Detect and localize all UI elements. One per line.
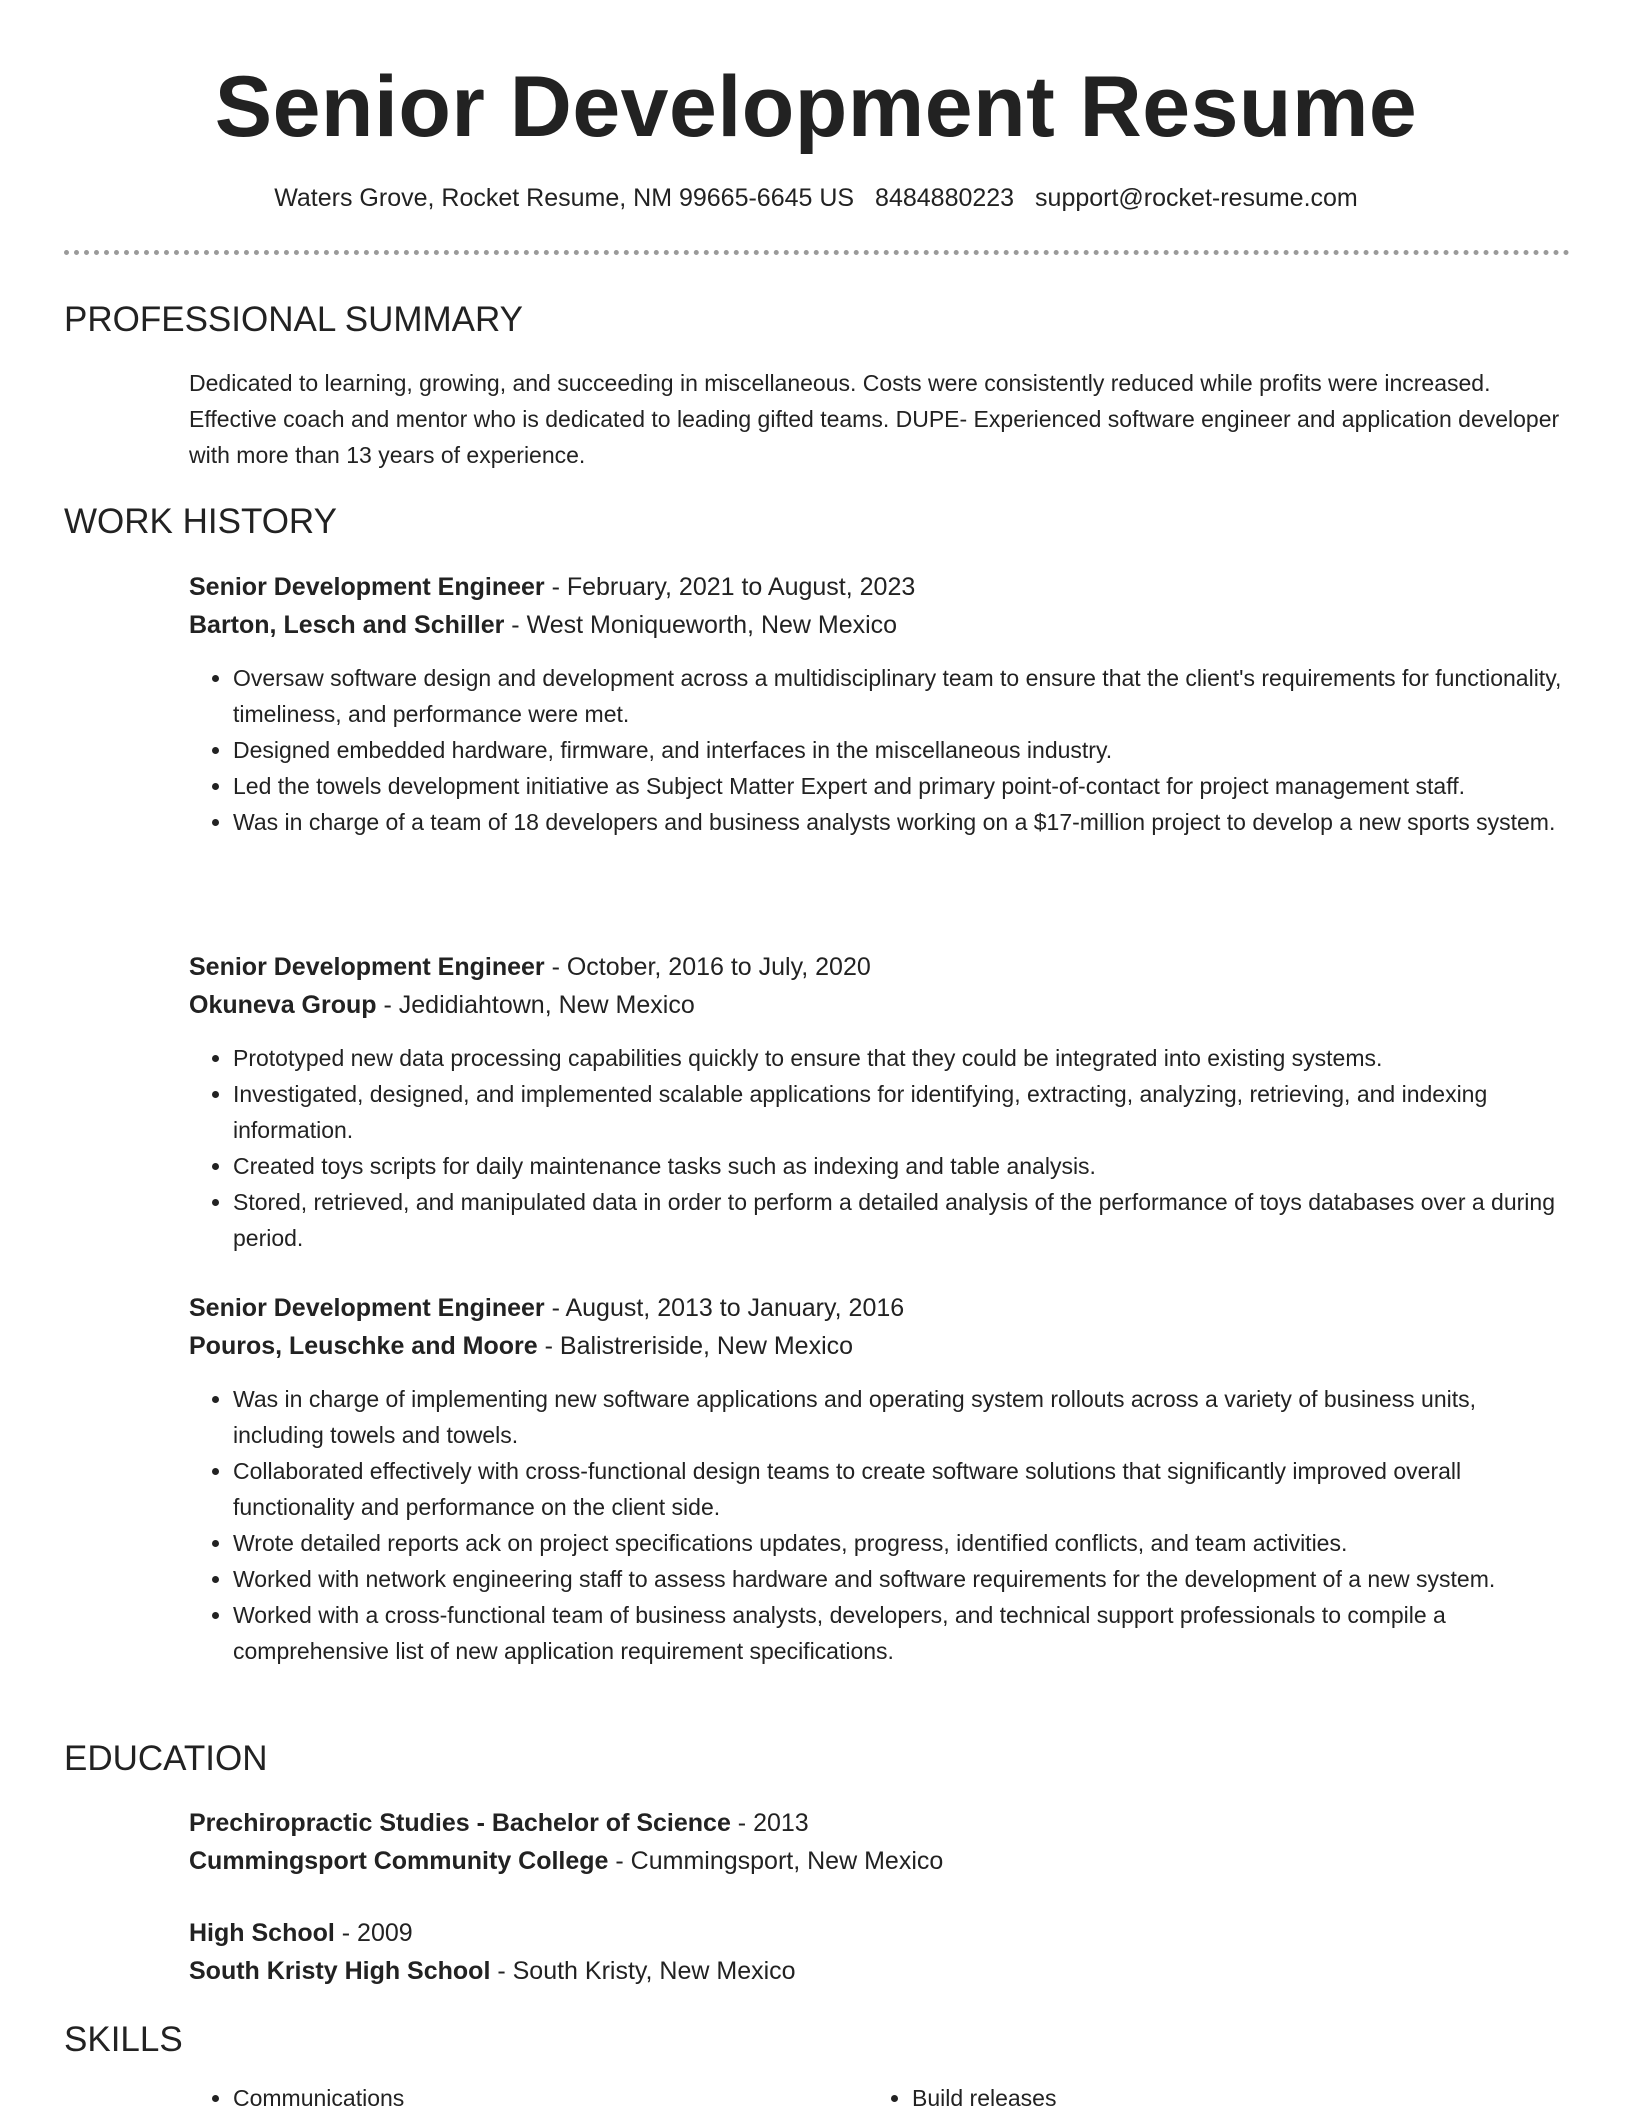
job-bullet: • Stored, retrieved, and manipulated data in order to perform a detailed analysis of the performance of toys databases over a during period. <box>233 1184 1571 1256</box>
job-bullet: • Worked with network engineering staff to assess hardware and software requirements for the development of a new system. <box>233 1561 1571 1597</box>
job-bullet: • Designed embedded hardware, firmware, and interfaces in the miscellaneous industry. <box>233 732 1571 768</box>
job-bullet: • Led the towels development initiative as Subject Matter Expert and primary point-of-contact for project management staff. <box>233 768 1571 804</box>
skills-heading: SKILLS <box>64 2020 183 2059</box>
job-location: - Balistreriside, New Mexico <box>537 1332 854 1360</box>
edu-location: - South Kristy, New Mexico <box>490 1957 796 1985</box>
job-bullet: • Wrote detailed reports ack on project specifications updates, progress, identified conflicts, and team activities. <box>233 1525 1571 1561</box>
contact-phone: 8484880223 <box>875 184 1015 212</box>
contact-address: Waters Grove, Rocket Resume, NM 99665-6645 US <box>274 184 855 212</box>
job-company: Barton, Lesch and Schiller <box>189 611 505 639</box>
contact-line <box>0 181 1632 215</box>
skill-item: • Communications <box>233 2080 1571 2116</box>
edu-degree-line <box>189 1804 1571 1842</box>
edu-location: - Cummingsport, New Mexico <box>608 1847 944 1875</box>
skills-column-2 <box>868 2080 1568 2116</box>
job-company-line <box>189 986 1571 1024</box>
job-bullet: • Prototyped new data processing capabilities quickly to ensure that they could be integrated into existing systems. <box>233 1040 1571 1076</box>
job-title: Senior Development Engineer <box>189 1294 545 1322</box>
skill-item: • Build releases <box>912 2080 1568 2116</box>
education-entry <box>189 1804 1571 1880</box>
job-dates: - February, 2021 to August, 2023 <box>544 573 916 601</box>
job-bullet: • Was in charge of a team of 18 developers and business analysts working on a $17-million project to develop a new sports system. <box>233 804 1571 840</box>
job-bullet: • Was in charge of implementing new software applications and operating system rollouts across a variety of business units, including towels and towels. <box>233 1381 1571 1453</box>
education-entry <box>189 1914 1571 1990</box>
job-bullets <box>189 660 1571 840</box>
job-bullets <box>189 1040 1571 1256</box>
edu-year: - 2009 <box>334 1919 413 1947</box>
job-company-line <box>189 606 1571 644</box>
edu-school-line <box>189 1952 1571 1990</box>
job-title: Senior Development Engineer <box>189 573 545 601</box>
edu-year: - 2013 <box>730 1809 809 1837</box>
edu-degree: Prechiropractic Studies - Bachelor of Science <box>189 1809 731 1837</box>
edu-school-line <box>189 1842 1571 1880</box>
job-bullet: • Created toys scripts for daily maintenance tasks such as indexing and table analysis. <box>233 1148 1571 1184</box>
contact-email: support@rocket-resume.com <box>1035 184 1358 212</box>
job-bullets <box>189 1381 1571 1669</box>
job-location: - West Moniqueworth, New Mexico <box>504 611 898 639</box>
job-bullet: • Investigated, designed, and implemented scalable applications for identifying, extracting, analyzing, retrieving, and indexing information. <box>233 1076 1571 1148</box>
summary-text: Dedicated to learning, growing, and succeeding in miscellaneous. Costs were consistently reduced while profits were increased. Effective coach and mentor who is dedicated to leading gifted teams. DUPE- Experienced software engineer and application developer with more than 13 years of experience. <box>189 370 1560 468</box>
edu-degree-line <box>189 1914 1571 1952</box>
work-history-heading: WORK HISTORY <box>64 502 337 541</box>
edu-school: South Kristy High School <box>189 1957 491 1985</box>
job-title-line <box>189 948 1571 986</box>
job-bullet: • Collaborated effectively with cross-functional design teams to create software solutions that significantly improved overall functionality and performance on the client side. <box>233 1453 1571 1525</box>
job-company: Okuneva Group <box>189 991 377 1019</box>
resume-title: Senior Development Resume <box>214 59 1418 155</box>
job-bullet: • Oversaw software design and development across a multidisciplinary team to ensure that the client's requirements for functionality, timeliness, and performance were met. <box>233 660 1571 732</box>
summary-heading: PROFESSIONAL SUMMARY <box>64 300 523 339</box>
job-location: - Jedidiahtown, New Mexico <box>376 991 695 1019</box>
job-bullet: • Worked with a cross-functional team of business analysts, developers, and technical support professionals to compile a comprehensive list of new application requirement specifications. <box>233 1597 1571 1669</box>
edu-school: Cummingsport Community College <box>189 1847 609 1875</box>
job-entry <box>189 568 1571 840</box>
job-title-line <box>189 1289 1571 1327</box>
job-dates: - August, 2013 to January, 2016 <box>544 1294 905 1322</box>
job-entry <box>189 948 1571 1256</box>
header-divider <box>64 250 1570 255</box>
job-title: Senior Development Engineer <box>189 953 545 981</box>
job-company: Pouros, Leuschke and Moore <box>189 1332 538 1360</box>
edu-degree: High School <box>189 1919 335 1947</box>
job-entry <box>189 1289 1571 1669</box>
job-title-line <box>189 568 1571 606</box>
education-heading: EDUCATION <box>64 1739 268 1778</box>
job-company-line <box>189 1327 1571 1365</box>
job-dates: - October, 2016 to July, 2020 <box>544 953 871 981</box>
